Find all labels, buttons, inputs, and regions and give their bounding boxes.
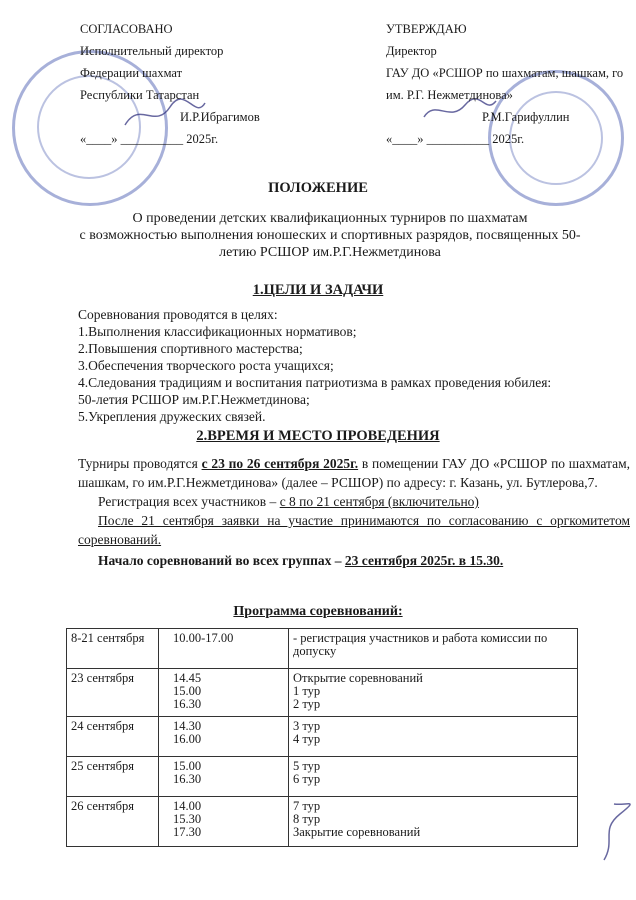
- program-row: [67, 797, 578, 847]
- approval-right: [386, 18, 623, 150]
- section2-heading: 2.ВРЕМЯ И МЕСТО ПРОВЕДЕНИЯ: [196, 428, 440, 444]
- registration-dates: с 8 по 21 сентября (включительно): [279, 494, 479, 509]
- left-header-line5: И.Р.Ибрагимов: [180, 110, 260, 124]
- right-header-line5: Р.М.Гарифуллин: [482, 110, 570, 124]
- program-event-cell: 3 тур 4 тур: [289, 717, 578, 757]
- program-event-cell: 7 тур 8 тур Закрытие соревнований: [289, 797, 578, 847]
- margin-signature: [596, 800, 632, 870]
- subtitle-line3: летию РСШОР им.Р.Г.Нежметдинова: [219, 245, 441, 260]
- program-date-cell: 8-21 сентября: [67, 629, 159, 669]
- program-time-cell: 14.45 15.00 16.30: [159, 669, 289, 717]
- start-date: 23 сентября 2025г. в 15.30.: [344, 553, 504, 568]
- program-event-cell: - регистрация участников и работа комиссии по допуску: [289, 629, 578, 669]
- right-header-line2: Директор: [386, 44, 437, 58]
- program-event-cell: 5 тур 6 тур: [289, 757, 578, 797]
- subtitle-line1: О проведении детских квалификационных турниров по шахматам: [132, 211, 528, 226]
- section2-body: [78, 454, 630, 570]
- goal-item-4: 4.Следования традициям и воспитания патриотизма в рамках проведения юбилея:: [78, 375, 552, 390]
- section1-heading: 1.ЦЕЛИ И ЗАДАЧИ: [252, 282, 384, 298]
- program-table: [66, 628, 578, 847]
- right-header-line1: УТВЕРЖДАЮ: [386, 22, 467, 36]
- left-header-line6: «____» __________ 2025г.: [80, 132, 219, 146]
- goal-item-4-cont: 50-летия РСШОР им.Р.Г.Нежметдинова;: [78, 392, 310, 407]
- left-header-line1: СОГЛАСОВАНО: [80, 22, 173, 36]
- late-entries-paragraph: После 21 сентября заявки на участие принимаются по согласованию с оргкомитетом соревнований.: [78, 513, 630, 547]
- program-row: [67, 669, 578, 717]
- document-subtitle: [40, 210, 620, 261]
- program-row: [67, 757, 578, 797]
- goal-item-2: 2.Повышения спортивного мастерства;: [78, 341, 303, 356]
- start-text-a: Начало соревнований во всех группах –: [98, 553, 345, 568]
- program-event-cell: Открытие соревнований 1 тур 2 тур: [289, 669, 578, 717]
- program-time-cell: 14.00 15.30 17.30: [159, 797, 289, 847]
- program-time-cell: 10.00-17.00: [159, 629, 289, 669]
- program-date-cell: 23 сентября: [67, 669, 159, 717]
- registration-paragraph: [78, 492, 630, 511]
- goal-item-3: 3.Обеспечения творческого роста учащихся;: [78, 358, 334, 373]
- program-date-cell: 26 сентября: [67, 797, 159, 847]
- goal-item-1: 1.Выполнения классификационных нормативов;: [78, 324, 357, 339]
- program-row: [67, 717, 578, 757]
- program-date-cell: 24 сентября: [67, 717, 159, 757]
- section1-body: [78, 306, 618, 425]
- registration-text-a: Регистрация всех участников –: [98, 494, 280, 509]
- document-title: ПОЛОЖЕНИЕ: [268, 180, 368, 196]
- program-date-cell: 25 сентября: [67, 757, 159, 797]
- tournament-dates: с 23 по 26 сентября 2025г.: [201, 456, 359, 471]
- right-header-line6: «____» __________ 2025г.: [386, 132, 525, 146]
- program-time-cell: 14.30 16.00: [159, 717, 289, 757]
- left-header-line2: Исполнительный директор: [80, 44, 224, 58]
- approval-left: [80, 18, 260, 150]
- program-heading: Программа соревнований:: [233, 604, 403, 619]
- venue-paragraph: [78, 454, 630, 492]
- left-header-line3: Федерации шахмат: [80, 66, 183, 80]
- subtitle-line2: с возможностью выполнения юношеских и спортивных разрядов, посвященных 50-: [79, 228, 581, 243]
- start-paragraph: [78, 551, 630, 570]
- venue-text-b: в помещении ГАУ ДО «РСШОР по шахматам, шашкам, го им.Р.Г.Нежметдинова» (далее – РСШОР) по адресу: г. Казань, ул. Бутлерова,7.: [78, 456, 631, 490]
- left-header-line4: Республики Татарстан: [80, 88, 200, 102]
- venue-text-a: Турниры проводятся: [78, 456, 202, 471]
- program-time-cell: 15.00 16.30: [159, 757, 289, 797]
- goal-item-5: 5.Укрепления дружеских связей.: [78, 409, 266, 424]
- right-header-line3: ГАУ ДО «РСШОР по шахматам, шашкам, го: [386, 66, 624, 80]
- section1-intro: Соревнования проводятся в целях:: [78, 307, 278, 322]
- program-row: [67, 629, 578, 669]
- right-header-line4: им. Р.Г. Нежметдинова»: [386, 88, 513, 102]
